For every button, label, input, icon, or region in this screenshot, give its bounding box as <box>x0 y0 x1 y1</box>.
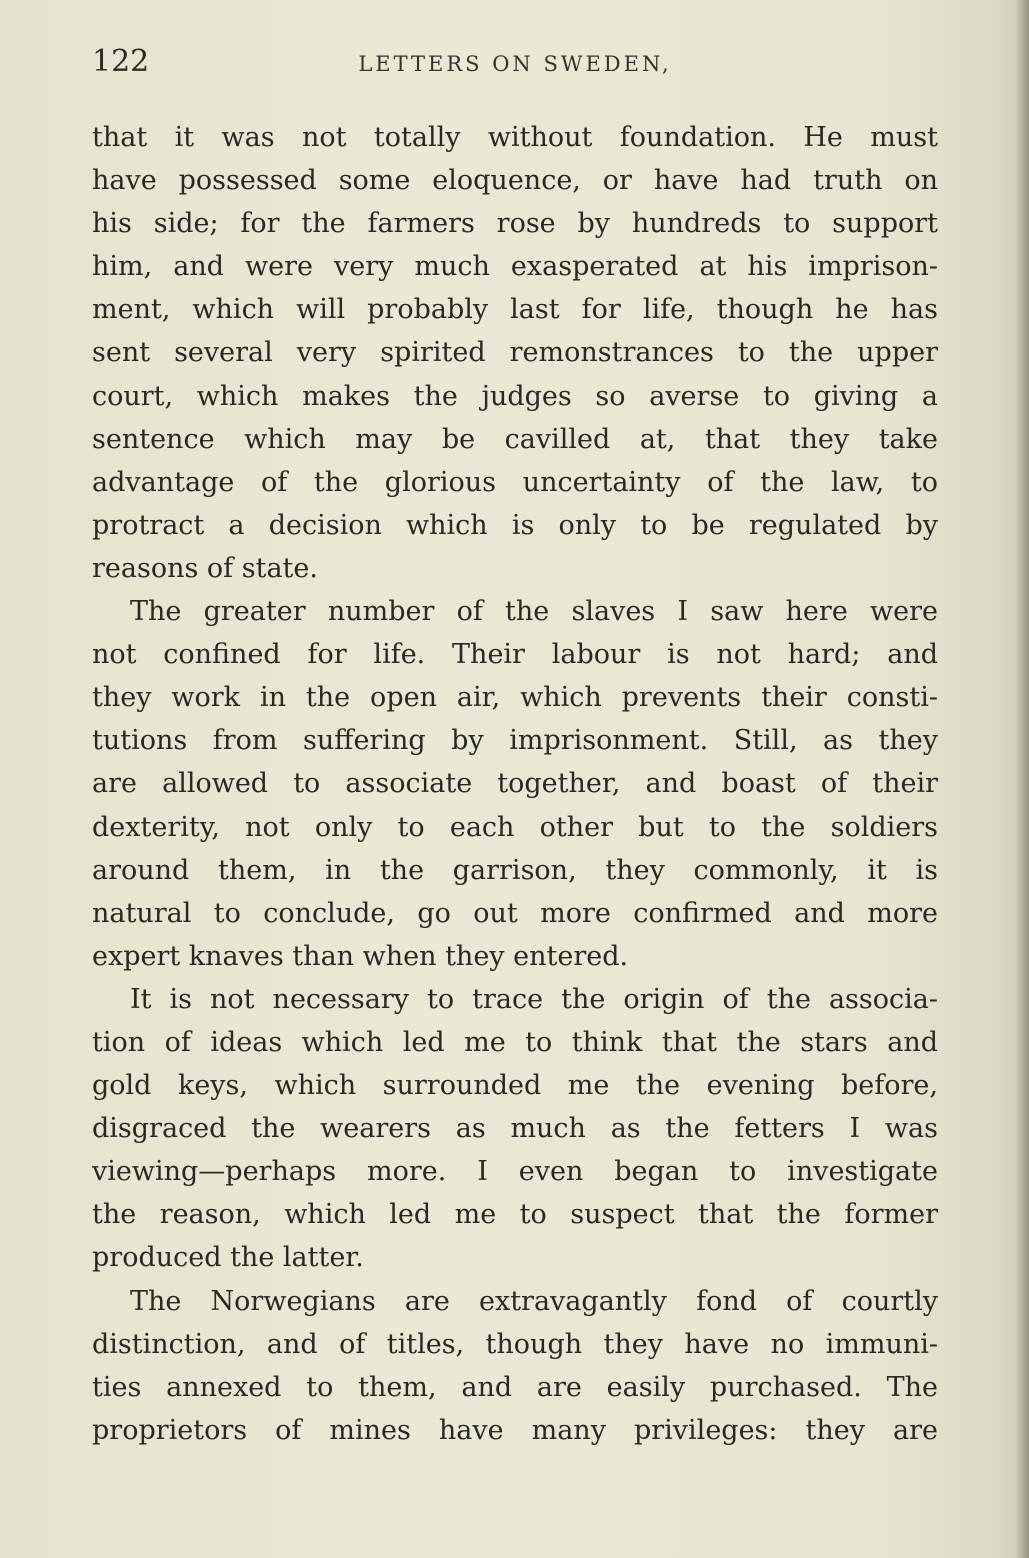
page-header <box>92 40 938 84</box>
text-line: disgraced the wearers as much as the fetters I was <box>92 1113 938 1145</box>
text-line: court, which makes the judges so averse to giving a <box>92 380 938 412</box>
text-line: him, and were very much exasperated at his imprison- <box>92 251 938 283</box>
text-line: are allowed to associate together, and boast of their <box>92 768 938 800</box>
text-line: The Norwegians are extravagantly fond of courtly <box>130 1285 938 1317</box>
body-text <box>92 116 938 1452</box>
text-line: the reason, which led me to suspect that the former <box>92 1199 938 1231</box>
text-line: proprietors of mines have many privileges: they are <box>92 1414 938 1446</box>
text-line: they work in the open air, which prevents their consti- <box>92 682 938 714</box>
text-line: viewing—perhaps more. I even began to investigate <box>92 1156 938 1188</box>
text-line: his side; for the farmers rose by hundreds to support <box>92 208 938 240</box>
text-line: produced the latter. <box>92 1242 364 1274</box>
page-edge-shadow <box>1015 0 1029 1558</box>
text-line: around them, in the garrison, they commonly, it is <box>92 854 938 886</box>
text-line: tutions from suffering by imprisonment. Still, as they <box>92 725 938 757</box>
text-line: reasons of state. <box>92 552 318 584</box>
page-number: 122 <box>92 44 150 79</box>
text-line: advantage of the glorious uncertainty of the law, to <box>92 466 938 498</box>
text-line: distinction, and of titles, though they have no immuni- <box>92 1328 938 1360</box>
text-line: have possessed some eloquence, or have had truth on <box>92 165 938 197</box>
text-line: tion of ideas which led me to think that the stars and <box>92 1026 938 1058</box>
text-line: The greater number of the slaves I saw here were <box>130 596 938 628</box>
text-line: sentence which may be cavilled at, that they take <box>92 423 938 455</box>
text-line: ties annexed to them, and are easily purchased. The <box>92 1371 938 1403</box>
text-line: that it was not totally without foundation. He must <box>92 122 938 153</box>
text-line: ment, which will probably last for life, though he has <box>92 294 938 326</box>
text-line: protract a decision which is only to be regulated by <box>92 509 938 541</box>
text-line: gold keys, which surrounded me the evening before, <box>92 1070 938 1102</box>
text-line: sent several very spirited remonstrances to the upper <box>92 337 938 369</box>
text-line: natural to conclude, go out more confirmed and more <box>92 897 938 929</box>
running-title: LETTERS ON SWEDEN, <box>358 52 672 76</box>
text-line: expert knaves than when they entered. <box>92 940 629 972</box>
text-line: not confined for life. Their labour is not hard; and <box>92 639 938 671</box>
text-line: It is not necessary to trace the origin of the associa- <box>130 983 938 1015</box>
text-line: dexterity, not only to each other but to the soldiers <box>92 811 938 843</box>
